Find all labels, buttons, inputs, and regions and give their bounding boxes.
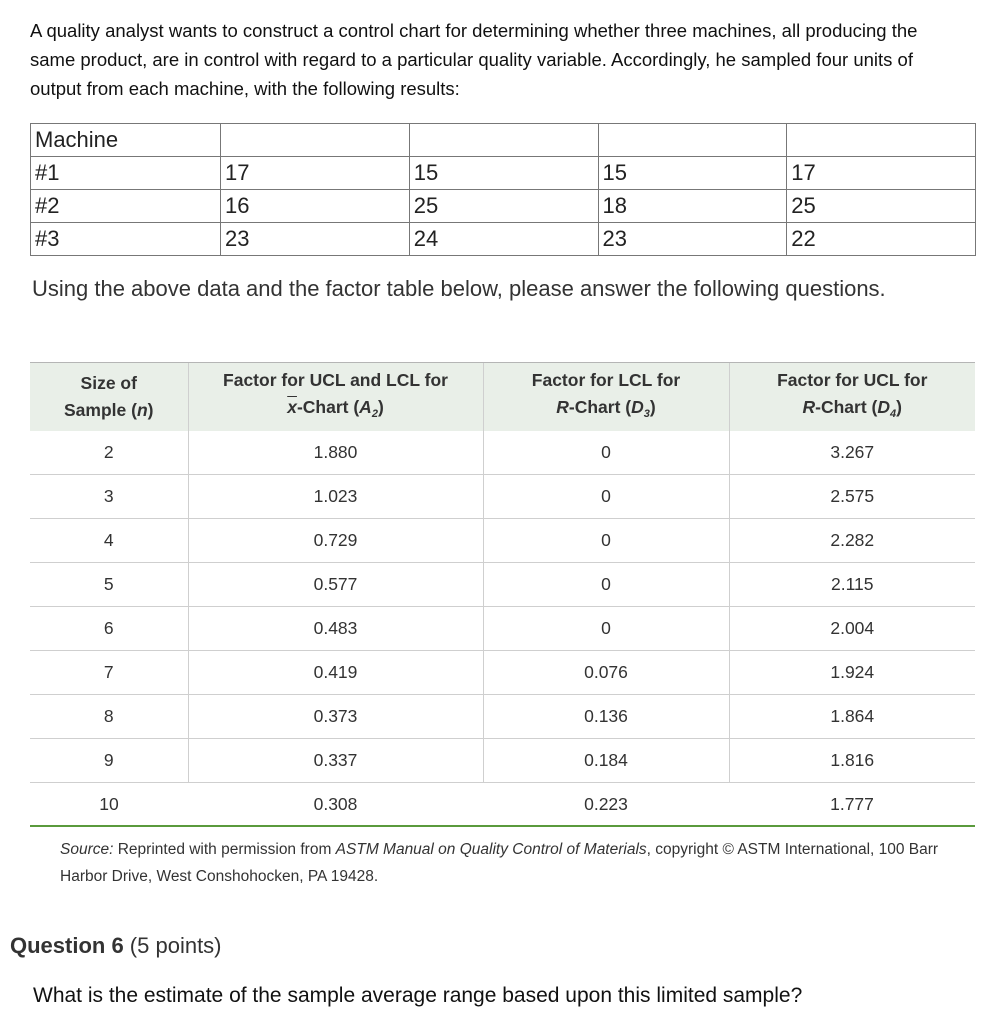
a2-cell: 0.577 <box>188 563 483 607</box>
d4-cell: 2.575 <box>729 475 975 519</box>
d4-cell: 1.777 <box>729 783 975 827</box>
sample-value: 25 <box>409 190 598 223</box>
source-citation: Source: Reprinted with permission from ASTM Manual on Quality Control of Materials, copyright © ASTM International, 100 Barr Harbor Drive, West Conshohocken, PA 19428. <box>60 841 939 885</box>
table-row <box>30 607 975 651</box>
sample-size-cell: 3 <box>30 475 188 519</box>
sample-value: 18 <box>598 190 787 223</box>
table-row <box>30 563 975 607</box>
d3-cell: 0 <box>483 607 729 651</box>
a2-cell: 0.308 <box>188 783 483 827</box>
d3-cell: 0.136 <box>483 695 729 739</box>
d3-cell: 0 <box>483 519 729 563</box>
d4-cell: 1.924 <box>729 651 975 695</box>
table-row <box>30 519 975 563</box>
sample-size-cell: 10 <box>30 783 188 827</box>
machine-header-row <box>31 124 976 157</box>
instructions-text: Using the above data and the factor table below, please answer the following questions. <box>32 276 886 301</box>
a2-cell: 1.023 <box>188 475 483 519</box>
sample-value: 25 <box>787 190 976 223</box>
d3-cell: 0.223 <box>483 783 729 827</box>
table-row <box>31 157 976 190</box>
sample-size-cell: 5 <box>30 563 188 607</box>
sample-size-cell: 8 <box>30 695 188 739</box>
sample-size-cell: 2 <box>103 442 114 462</box>
source-title: ASTM Manual on Quality Control of Materials <box>335 841 647 858</box>
table-row <box>30 695 975 739</box>
header-d3-factor: Factor for LCL for R-Chart $(D_3)$ <box>483 363 729 432</box>
d4-cell: 3.267 <box>729 431 975 475</box>
header-a2-factor: Factor for UCL and LCL for $\overline{x}$-Chart $(A_2)$ <box>188 363 483 432</box>
control-chart-factor-table <box>30 362 975 827</box>
d3-cell: 0.184 <box>483 739 729 783</box>
question-points: (5 points) <box>123 933 222 958</box>
machine-header-cell: Machine <box>31 124 221 157</box>
a2-cell: 0.337 <box>188 739 483 783</box>
sample-size-cell: 9 <box>30 739 188 783</box>
sample-value: 15 <box>598 157 787 190</box>
machine-label: #3 <box>31 223 221 256</box>
sample-value: 17 <box>221 157 410 190</box>
header-d4-factor: Factor for UCL for R-Chart $(D_4)$ <box>729 363 975 432</box>
header-sample-size: Size of Sample (n) <box>30 363 188 432</box>
d4-cell: 2.115 <box>729 563 975 607</box>
table-row <box>30 431 975 475</box>
machine-sample-table <box>30 123 976 256</box>
a2-cell: 1.880 <box>188 431 483 475</box>
d4-cell: 2.004 <box>729 607 975 651</box>
table-row <box>30 651 975 695</box>
sample-value: 15 <box>409 157 598 190</box>
d4-cell: 1.816 <box>729 739 975 783</box>
table-row <box>30 783 975 827</box>
d4-cell: 2.282 <box>729 519 975 563</box>
question-title: Question 6 <box>10 933 124 958</box>
question-text: What is the estimate of the sample average range based upon this limited sample? <box>33 984 803 1007</box>
machine-label: #2 <box>31 190 221 223</box>
sample-size-cell: 6 <box>30 607 188 651</box>
d3-cell: 0.076 <box>483 651 729 695</box>
sample-value: 23 <box>598 223 787 256</box>
sample-value: 24 <box>409 223 598 256</box>
machine-label: #1 <box>31 157 221 190</box>
d3-cell: 0 <box>483 563 729 607</box>
table-row <box>30 739 975 783</box>
sample-value: 23 <box>221 223 410 256</box>
sample-size-cell: 7 <box>30 651 188 695</box>
a2-cell: 0.729 <box>188 519 483 563</box>
table-row <box>30 475 975 519</box>
source-label: Source: <box>60 841 114 858</box>
sample-value: 16 <box>221 190 410 223</box>
a2-cell: 0.373 <box>188 695 483 739</box>
a2-cell: 0.483 <box>188 607 483 651</box>
table-row <box>31 190 976 223</box>
factor-header-row <box>30 363 975 432</box>
sample-value: 22 <box>787 223 976 256</box>
d3-cell: 0 <box>483 475 729 519</box>
question-heading <box>10 933 222 959</box>
problem-intro-text: A quality analyst wants to construct a control chart for determining whether three machines, all producing the same product, are in control with regard to a particular quality variable. Accordingly, he sampled four units of output from each machine, with the following results: <box>30 20 918 99</box>
sample-size-cell: 4 <box>30 519 188 563</box>
d3-cell: 0 <box>483 431 729 475</box>
d4-cell: 1.864 <box>729 695 975 739</box>
table-row <box>31 223 976 256</box>
sample-value: 17 <box>787 157 976 190</box>
a2-cell: 0.419 <box>188 651 483 695</box>
